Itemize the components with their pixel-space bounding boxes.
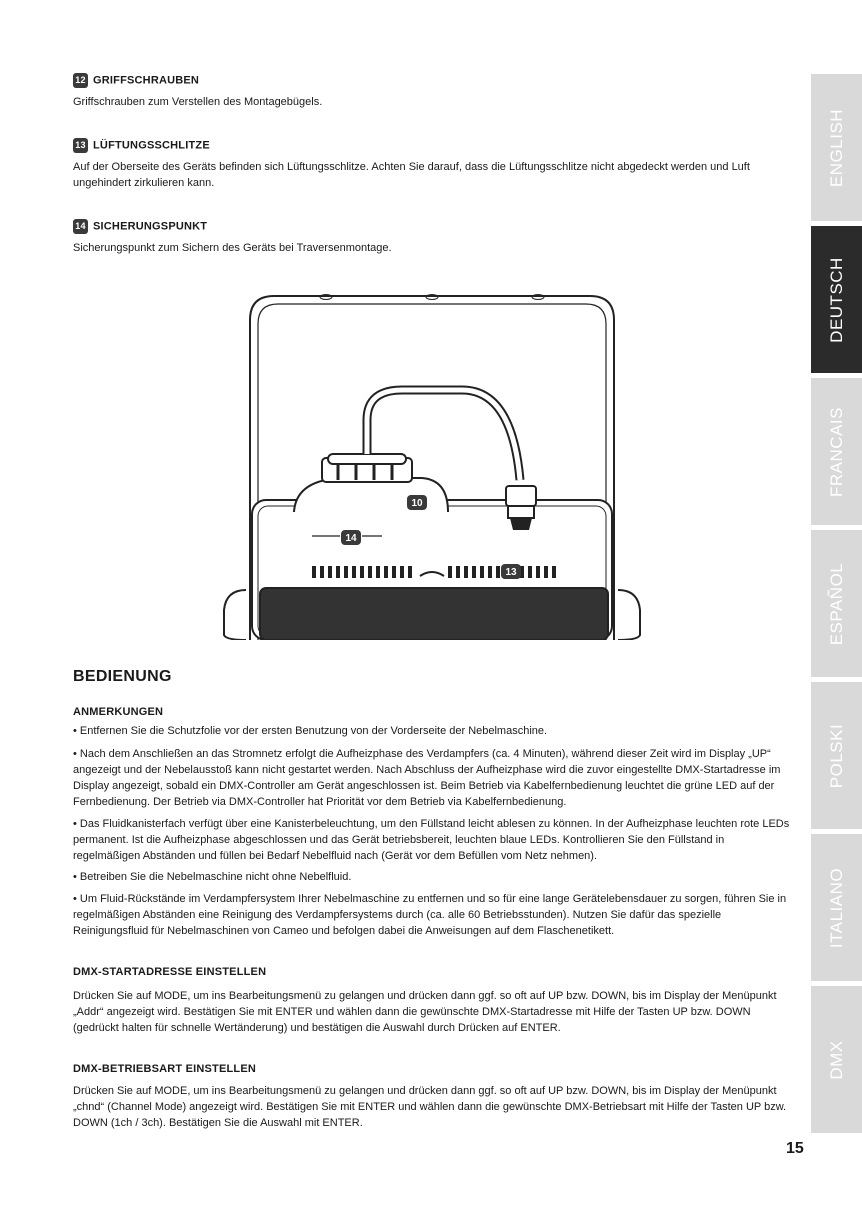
item-12-heading — [73, 73, 199, 88]
notes-bullet: • Um Fluid-Rückstände im Verdampfersystem Ihrer Nebelmaschine zu entfernen und so für eine lange Gerätelebensdauer zu sorgen, führen Sie in regelmäßigen Abständen eine Reinigung des Verdampfersystems durch (ca. alle 60 Betriebsstunden). Nutzen Sie dafür das spezielle Reinigungsfluid für Nebelmaschinen von Cameo und befolgen dabei die Anweisungen auf dem Flaschenetikett. — [73, 893, 787, 937]
item-title: LÜFTUNGSSCHLITZE — [93, 139, 210, 152]
callout-14 — [341, 530, 361, 545]
page-number: 15 — [786, 1140, 804, 1157]
callout-label: 14 — [345, 533, 357, 544]
tab-label: DMX — [826, 1039, 846, 1080]
tab-polski[interactable] — [811, 682, 862, 829]
notes-heading: ANMERKUNGEN — [73, 706, 164, 718]
callout-label: 13 — [505, 567, 517, 578]
item-number-badge: 13 — [73, 138, 88, 153]
tab-italiano[interactable] — [811, 834, 862, 981]
dmx-mode-text: Drücken Sie auf MODE, um ins Bearbeitungsmenü zu gelangen und drücken dann ggf. so oft auf UP bzw. DOWN, bis im Display der Menüpunkt „chnd“ (Channel Mode) angezeigt wird. Bestätigen Sie mit ENTER und wählen dann die gewünschte DMX-Betriebsart mit Hilfe der Tasten UP bzw. DOWN (1ch / 3ch). Bestätigen Sie die Auswahl mit ENTER. — [73, 1085, 787, 1129]
item-12-text: Griffschrauben zum Verstellen des Montagebügels. — [73, 96, 323, 108]
item-14-heading — [73, 219, 207, 234]
notes-bullet: • Entfernen Sie die Schutzfolie vor der ersten Benutzung von der Vorderseite der Nebelmaschine. — [73, 725, 548, 737]
tab-deutsch[interactable] — [811, 226, 862, 373]
callout-label: 10 — [411, 498, 423, 509]
tab-francais[interactable] — [811, 378, 862, 525]
item-13-text: Auf der Oberseite des Geräts befinden sich Lüftungsschlitze. Achten Sie darauf, dass die Lüftungsschlitze nicht abgedeckt werden und Luft ungehindert zirkulieren kann. — [73, 161, 750, 189]
tab-label: POLSKI — [826, 723, 846, 788]
language-tabs — [811, 74, 862, 1138]
notes-bullet: • Das Fluidkanisterfach verfügt über eine Kanisterbeleuchtung, um den Füllstand leicht ablesen zu können. In der Aufheizphase leuchten rote LEDs permanent. Ist die Aufheizphase abgeschlossen und das Gerät betriebsbereit, leuchten blaue LEDs. Kontrollieren Sie den Füllstand in regelmäßigen Abständen und füllen bei Bedarf Nebelfluid nach (Gerät vor dem Befüllen vom Netz nehmen). — [73, 818, 790, 862]
tab-label: ESPAÑOL — [826, 562, 846, 645]
item-13-heading — [73, 138, 210, 153]
callout-10 — [407, 495, 427, 510]
device-illustration — [222, 290, 642, 640]
dmx-address-heading: DMX-STARTADRESSE EINSTELLEN — [73, 966, 267, 978]
item-title: GRIFFSCHRAUBEN — [93, 74, 200, 87]
item-title: SICHERUNGSPUNKT — [93, 220, 208, 233]
item-number-badge: 12 — [73, 73, 88, 88]
dmx-address-text: Drücken Sie auf MODE, um ins Bearbeitungsmenü zu gelangen und drücken dann ggf. so oft auf UP bzw. DOWN, bis im Display der Menüpunkt „Addr“ angezeigt wird. Bestätigen Sie mit ENTER und wählen dann die gewünschte DMX-Startadresse mit Hilfe der Tasten UP bzw. DOWN (gedrückt halten für schnelle Wertänderung) und bestätigen die Auswahl durch Drücken auf ENTER. — [73, 990, 777, 1034]
tab-english[interactable] — [811, 74, 862, 221]
tab-label: DEUTSCH — [826, 256, 846, 343]
tab-espanol[interactable] — [811, 530, 862, 677]
item-14-text: Sicherungspunkt zum Sichern des Geräts bei Traversenmontage. — [73, 242, 392, 254]
notes-bullet: • Betreiben Sie die Nebelmaschine nicht ohne Nebelfluid. — [73, 871, 352, 883]
notes-bullet: • Nach dem Anschließen an das Stromnetz erfolgt die Aufheizphase des Verdampfers (ca. 4 Minuten), während dieser Zeit wird im Display „UP“ angezeigt und der Nebelausstoß kann nicht gestartet werden. Nach Abschluss der Aufheizphase wird die zuvor eingestellte DMX-Startadresse im Display angezeigt, sobald ein DMX-Controller am Gerät angeschlossen ist. Beim Betrieb via Kabelfernbedienung leuchtet die grüne LED auf der Fernbedienung. Der Betrieb via DMX-Controller hat Priorität vor dem Betrieb via Kabelfernbedienung. — [73, 748, 781, 808]
callout-13 — [501, 564, 521, 579]
tab-dmx[interactable] — [811, 986, 862, 1133]
tab-label: ENGLISH — [826, 108, 846, 187]
main-heading: BEDIENUNG — [73, 668, 172, 685]
item-number-badge: 14 — [73, 219, 88, 234]
dmx-mode-heading: DMX-BETRIEBSART EINSTELLEN — [73, 1063, 257, 1075]
tab-label: ITALIANO — [826, 867, 846, 948]
tab-label: FRANCAIS — [826, 406, 846, 497]
